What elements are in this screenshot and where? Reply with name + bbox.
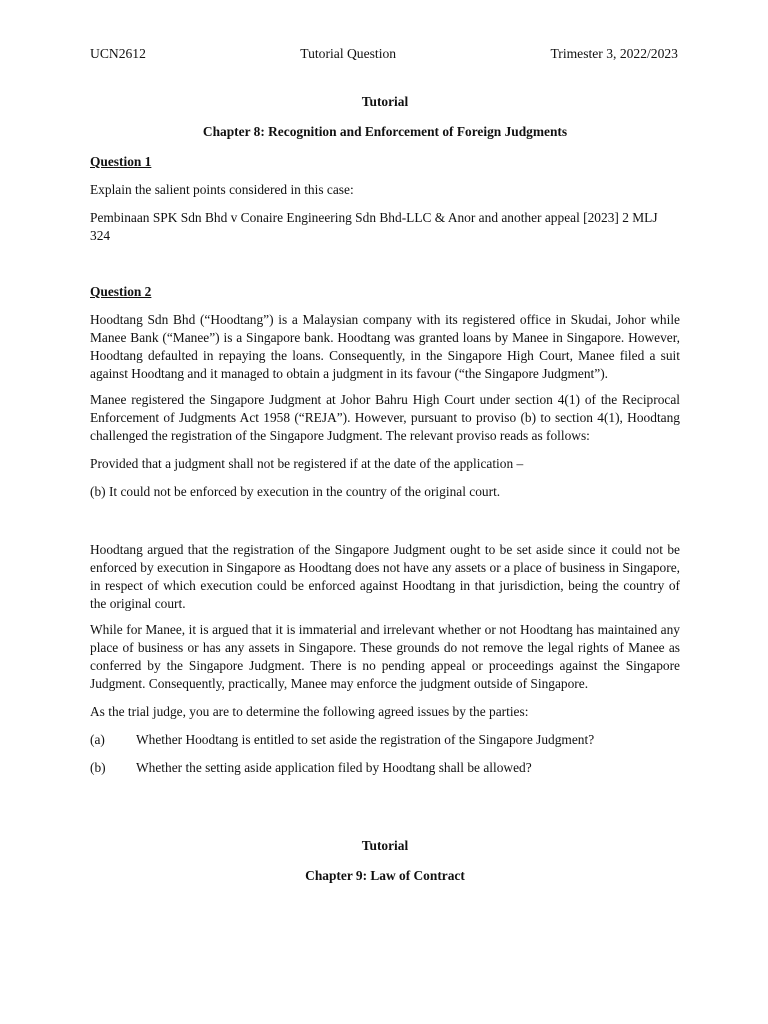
issue-b-label: (b) (90, 760, 106, 775)
document-body (90, 93, 680, 885)
issue-a (90, 731, 680, 749)
document-type: Tutorial Question (300, 46, 397, 61)
question-2-paragraph-1: Hoodtang Sdn Bhd (“Hoodtang”) is a Malaysian company with its registered office in Skudai, Johor while Manee Bank (“Manee”) is a Singapore bank. Hoodtang was granted loans by Manee in Singapore. However, Hoodtang defaulted in repaying the loans. Consequently, in the Singapore High Court, Manee filed a suit against Hoodtang and it managed to obtain a judgment in its favour (“the Singapore Judgment”). (90, 312, 680, 381)
proviso-b: (b) It could not be enforced by execution in the country of the original court. (90, 484, 501, 499)
course-code: UCN2612 (90, 46, 146, 61)
issue-b (90, 759, 680, 777)
tutorial-heading-2: Tutorial (361, 838, 409, 853)
question-2-paragraph-2: Manee registered the Singapore Judgment at Johor Bahru High Court under section 4(1) of the Reciprocal Enforcement of Judgments Act 1958 (“REJA”). However, pursuant to proviso (b) to section 4(1), Hoodtang challenged the registration of the Singapore Judgment. The relevant proviso reads as follows: (90, 392, 680, 443)
chapter-9-title: Chapter 9: Law of Contract (305, 868, 465, 883)
question-2-paragraph-3: Hoodtang argued that the registration of the Singapore Judgment ought to be set aside since it could not be enforced by execution in Singapore as Hoodtang does not have any assets or a place of business in Singapore, in respect of which execution could be enforced against Hoodtang in that jurisdiction, being the country of the original court. (90, 542, 680, 611)
trimester: Trimester 3, 2022/2023 (550, 46, 678, 61)
question-2-heading: Question 2 (90, 284, 152, 299)
question-1-case: Pembinaan SPK Sdn Bhd v Conaire Engineering Sdn Bhd-LLC & Anor and another appeal [2023] 2 MLJ 324 (90, 210, 658, 243)
page-header (90, 45, 678, 65)
question-2-paragraph-4: While for Manee, it is argued that it is immaterial and irrelevant whether or not Hoodtang has maintained any place of business or has any assets in Singapore. These grounds do not remove the legal rights of Manee as conferred by the Singapore Judgment. There is no pending appeal or proceedings against the Singapore Judgment. Consequently, practically, Manee may enforce the judgment outside of Singapore. (90, 622, 680, 691)
proviso-intro: Provided that a judgment shall not be registered if at the date of the application – (90, 456, 524, 471)
issue-b-text: Whether the setting aside application filed by Hoodtang shall be allowed? (136, 760, 532, 775)
chapter-8-title: Chapter 8: Recognition and Enforcement of Foreign Judgments (202, 124, 568, 139)
question-2-paragraph-5: As the trial judge, you are to determine the following agreed issues by the parties: (90, 704, 529, 719)
question-1-heading: Question 1 (90, 154, 152, 169)
question-1-prompt: Explain the salient points considered in this case: (90, 182, 354, 197)
issue-a-text: Whether Hoodtang is entitled to set aside the registration of the Singapore Judgment? (136, 732, 595, 747)
tutorial-heading: Tutorial (361, 94, 409, 109)
issue-a-label: (a) (90, 732, 105, 747)
